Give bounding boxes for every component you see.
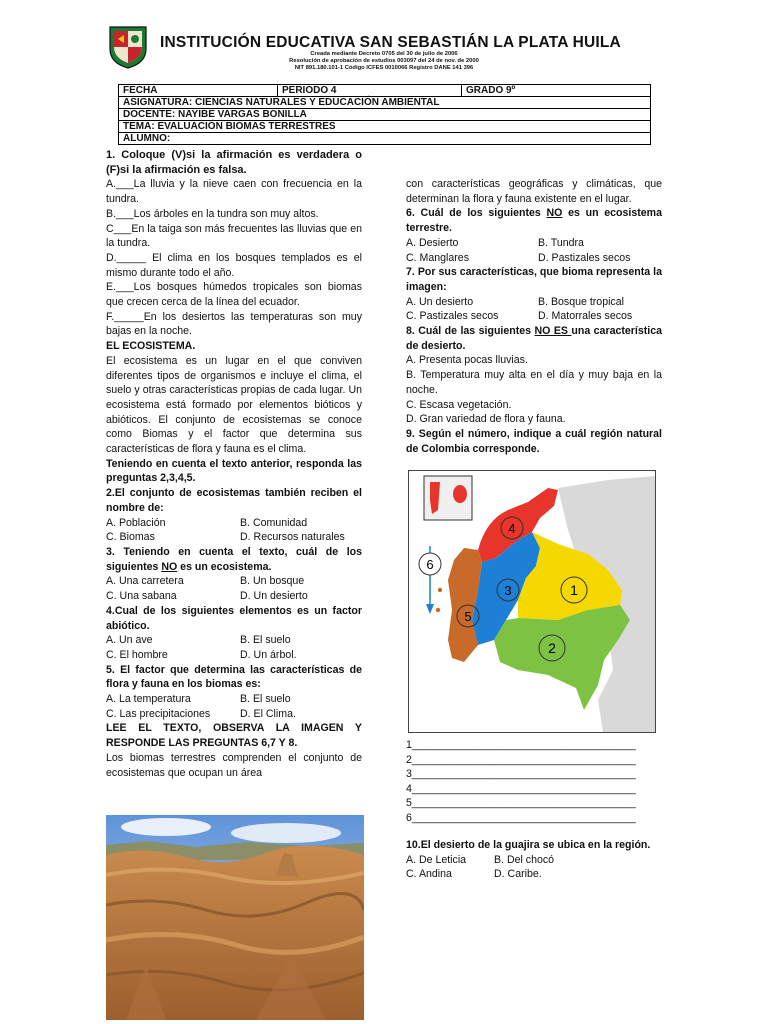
q4-options-row-2	[106, 648, 362, 663]
question-3: 3. Teniendo en cuenta el texto, cuál de los siguientes NO es un ecosistema.	[106, 545, 362, 573]
q3-option-d: D. Un desierto	[240, 590, 308, 603]
q1-item-f: F._____En los desiertos las temperaturas son muy bajas en la noche.	[106, 310, 362, 338]
q5-option-d: D. El Clima.	[240, 707, 296, 720]
svg-text:4: 4	[508, 521, 516, 536]
q10-option-c: C. Andina	[406, 868, 452, 881]
question-7: 7. Por sus características, que bioma representa la imagen:	[406, 266, 662, 293]
q6-no-emphasis: NO	[546, 207, 563, 220]
subject-cell: ASIGNATURA: CIENCIAS NATURALES Y EDUCACIÓN AMBIENTAL	[119, 97, 651, 109]
q2-options-row-2	[106, 530, 362, 545]
institution-codes: NIT 891.180.101-1 Código ICFES 0010066 Registro DANE 141 396	[294, 65, 474, 71]
q5-options-row-2	[106, 707, 362, 722]
answer-line-3[interactable]: 3______________________________________	[406, 768, 636, 780]
q2-option-d: D. Recursos naturales	[240, 531, 345, 544]
svg-text:1: 1	[570, 582, 578, 598]
question-2: 2.El conjunto de ecosistemas también reciben el nombre de:	[106, 487, 362, 514]
q6-options-row-1	[406, 236, 662, 251]
svg-text:3: 3	[504, 583, 512, 598]
question-10-block	[406, 838, 662, 882]
q7-options-row-1	[406, 295, 662, 310]
answer-line-5[interactable]: 5______________________________________	[406, 797, 636, 809]
svg-text:6: 6	[426, 557, 434, 572]
biomes-text-continued: con características geográficas y climáticas, que determinan la flora y fauna existente en el lugar.	[406, 178, 662, 205]
q5-option-a: A. La temperatura	[106, 693, 191, 706]
q1-item-b: B.___Los árboles en la tundra son muy altos.	[106, 207, 319, 220]
period-cell: PERIODO 4	[278, 85, 462, 97]
q3-options-row-1	[106, 574, 362, 589]
q8-option-d: D. Gran variedad de flora y fauna.	[406, 413, 566, 426]
institution-title: INSTITUCIÓN EDUCATIVA SAN SEBASTIÁN LA PLATA HUILA	[160, 34, 621, 51]
desert-landscape-photo	[106, 815, 364, 1020]
left-column	[106, 148, 362, 780]
teacher-cell: DOCENTE: NAYIBE VARGAS BONILLA	[119, 109, 651, 121]
label-bubble-6	[419, 553, 441, 575]
q4-options-row-1	[106, 633, 362, 648]
answer-line-2[interactable]: 2______________________________________	[406, 753, 636, 766]
q6-option-a: A. Desierto	[406, 236, 459, 249]
q10-option-a: A. De Leticia	[406, 853, 467, 866]
student-name-cell: ALUMNO:	[119, 133, 651, 145]
q5-options-row-1	[106, 692, 362, 707]
q7-option-d: D. Matorrales secos	[538, 310, 633, 323]
student-info-table	[118, 84, 651, 145]
grade-cell: GRADO 9º	[462, 85, 651, 97]
q4-option-b: B. El suelo	[240, 634, 291, 647]
q10-option-b: B. Del chocó	[494, 853, 555, 866]
approval-resolution: Resolución de aprobación de estudios 003097 del 24 de nov. de 2000	[289, 58, 479, 64]
q10-options-row-1	[406, 853, 662, 868]
creation-decree: Creada mediante Decreto 0705 del 30 de julio de 2006	[310, 51, 458, 57]
ecosystem-instruction: Teniendo en cuenta el texto anterior, responda las preguntas 2,3,4,5.	[106, 457, 362, 485]
q6-option-d: D. Pastizales secos	[538, 251, 631, 264]
q3-options-row-2	[106, 589, 362, 604]
q6-option-b: B. Tundra	[538, 236, 584, 249]
q8-option-c: C. Escasa vegetación.	[406, 398, 512, 411]
q4-option-c: C. El hombre	[106, 648, 168, 661]
question-10: 10.El desierto de la guajira se ubica en la región.	[406, 839, 651, 851]
question-9: 9. Según el número, indique a cuál región natural de Colombia corresponde.	[406, 427, 662, 455]
q3-option-c: C. Una sabana	[106, 590, 177, 603]
q7-option-c: C. Pastizales secos	[406, 310, 499, 323]
island-malpelo	[436, 608, 440, 612]
q6-options-row-2	[406, 251, 662, 266]
question-6: 6. Cuál de los siguientes NO es un ecosistema terrestre.	[406, 207, 662, 235]
q6-option-c: C. Manglares	[406, 251, 469, 264]
question-4: 4.Cual de los siguientes elementos es un factor abiótico.	[106, 604, 362, 632]
q2-option-b: B. Comunidad	[240, 516, 308, 529]
biomes-text: Los biomas terrestres comprenden el conjunto de ecosistemas que ocupan un área	[106, 751, 362, 779]
svg-text:5: 5	[464, 609, 472, 624]
answer-line-4[interactable]: 4______________________________________	[406, 782, 636, 795]
q7-option-b: B. Bosque tropical	[538, 295, 624, 308]
reading-instruction: LEE EL TEXTO, OBSERVA LA IMAGEN Y RESPONDE LAS PREGUNTAS 6,7 Y 8.	[106, 722, 362, 750]
q1-item-e: E.___Los bosques húmedos tropicales son biomas que crecen cerca de la línea del ecuador.	[106, 281, 362, 309]
q1-item-c: C___En la taiga son más frecuentes las lluvias que en la tundra.	[106, 222, 362, 250]
q8-no-es-emphasis: NO ES	[534, 325, 572, 338]
ecosystem-heading: EL ECOSISTEMA.	[106, 340, 196, 353]
q7-option-a: A. Un desierto	[406, 295, 474, 308]
ecosystem-text: El ecosistema es un lugar en el que conviven diferentes tipos de organismos e incluye el clima, el suelo y otras características propias de cada lugar. Un ecosistema está formado por elementos bióticos y abióticos. El conjunto de ecosistemas se conoce como Biomas y el factor que determina sus características de flora y fauna es el clima.	[106, 354, 362, 456]
island-providencia	[453, 485, 467, 503]
q3-option-a: A. Una carretera	[106, 575, 184, 588]
q8-option-a: A. Presenta pocas lluvias.	[406, 354, 528, 367]
q3-no-emphasis: NO	[161, 560, 178, 573]
question-8: 8. Cuál de las siguientes NO ES una característica de desierto.	[406, 325, 662, 352]
q10-option-d: D. Caribe.	[494, 868, 542, 881]
q5-option-b: B. El suelo	[240, 693, 291, 706]
q5-option-c: C. Las precipitaciones	[106, 707, 211, 720]
q2-option-a: A. Población	[106, 516, 166, 529]
q1-item-d: D._____ El clima en los bosques templados es el mismo durante todo el año.	[106, 251, 362, 279]
q2-option-c: C. Biomas	[106, 531, 155, 544]
colombia-regions-map	[408, 470, 656, 733]
date-cell: FECHA	[119, 85, 278, 97]
topic-cell: TEMA: EVALUACIÓN BIOMAS TERRESTRES	[119, 121, 651, 133]
question-1: 1. Coloque (V)si la afirmación es verdadera o (F)si la afirmación es falsa.	[106, 149, 362, 176]
q7-options-row-2	[406, 309, 662, 324]
q8-option-b: B. Temperatura muy alta en el día y muy baja en la noche.	[406, 369, 662, 396]
answer-line-6[interactable]: 6______________________________________	[406, 811, 636, 824]
answer-line-1[interactable]: 1______________________________________	[406, 739, 636, 751]
island-gorgona	[438, 588, 442, 592]
right-column	[406, 177, 662, 456]
q1-item-a: A.___La lluvia y la nieve caen con frecuencia en la tundra.	[106, 178, 362, 206]
q10-options-row-2	[406, 867, 662, 882]
q2-options-row-1	[106, 516, 362, 531]
q9-answer-lines	[406, 738, 636, 825]
q3-option-b: B. Un bosque	[240, 575, 305, 588]
q4-option-d: D. Un árbol.	[240, 648, 297, 661]
question-5: 5. El factor que determina las características de flora y fauna en los biomas es:	[106, 663, 362, 691]
q4-option-a: A. Un ave	[106, 634, 153, 647]
svg-text:2: 2	[548, 640, 556, 656]
